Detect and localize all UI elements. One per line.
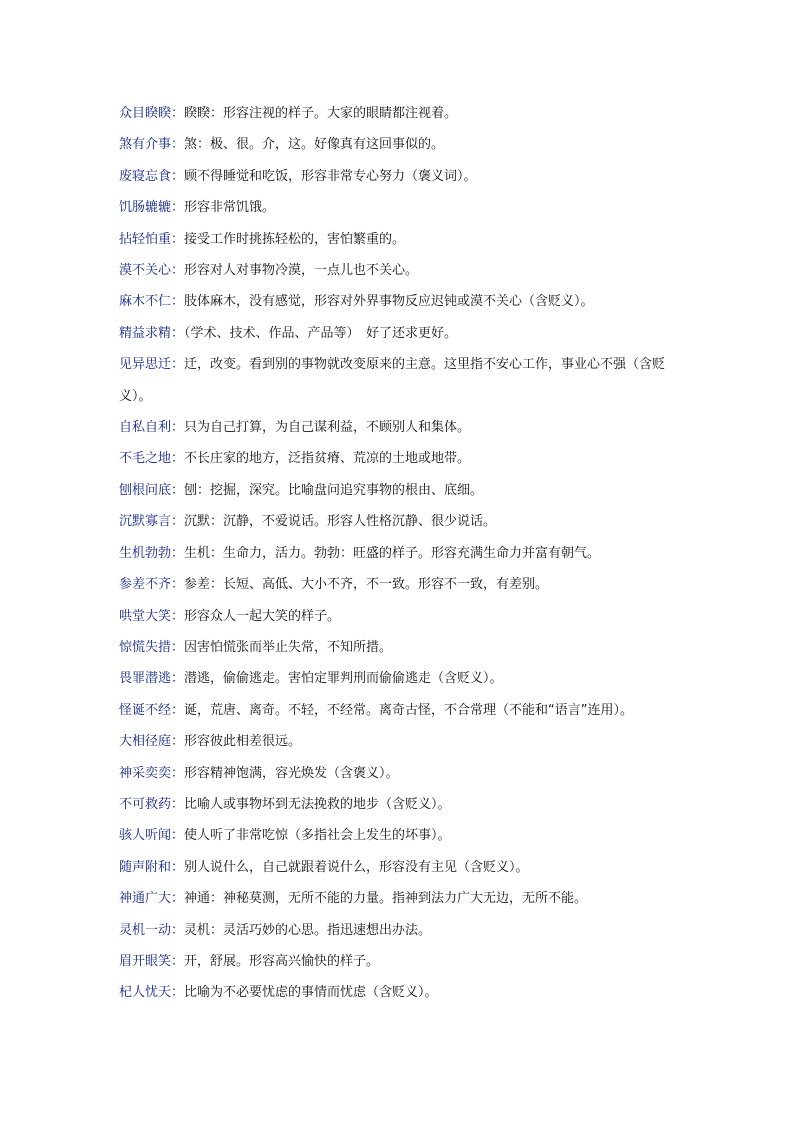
idiom-separator: ： <box>171 106 185 121</box>
idiom-entry <box>119 569 684 600</box>
idiom-list <box>119 98 684 1009</box>
idiom-definition: （学术、技术、作品、产品等） 好了还求更好。 <box>184 325 458 341</box>
idiom-definition: 比喻为不必要忧虑的事情而忧虑（含贬义）。 <box>184 985 438 1001</box>
idiom-definition: 生机：生命力，活力。勃勃：旺盛的样子。形容充满生命力并富有朝气。 <box>184 545 601 561</box>
idiom-separator: ： <box>171 514 185 530</box>
idiom-separator: ： <box>171 545 185 561</box>
idiom-entry <box>119 98 684 129</box>
idiom-term: 灵机一动 <box>119 922 172 938</box>
idiom-term: 杞人忧天 <box>119 985 172 1001</box>
idiom-definition: 诞，荒唐、离奇。不轻，不经常。离奇古怪，不合常理（不能和“语言”连用）。 <box>184 702 634 718</box>
idiom-entry <box>119 663 684 694</box>
idiom-entry <box>119 601 684 632</box>
idiom-definition: 形容精神饱满，容光焕发（含褒义）。 <box>184 765 399 781</box>
idiom-entry <box>119 443 684 474</box>
idiom-entry <box>119 820 684 851</box>
idiom-separator: ： <box>171 577 185 593</box>
idiom-entry <box>119 475 684 506</box>
idiom-definition: 只为自己打算，为自己谋利益，不顾别人和集体。 <box>184 420 471 436</box>
idiom-term: 沉默寡言 <box>119 514 172 530</box>
idiom-separator: ： <box>171 922 185 938</box>
idiom-definition: 因害怕慌张而举止失常，不知所措。 <box>184 639 393 655</box>
idiom-term: 眉开眼笑 <box>119 953 172 969</box>
idiom-definition: 别人说什么，自己就跟着说什么，形容没有主见（含贬义）。 <box>184 859 529 875</box>
idiom-entry <box>119 129 684 160</box>
idiom-term: 参差不齐 <box>119 577 172 593</box>
idiom-entry <box>119 192 684 223</box>
idiom-separator: ： <box>171 639 185 655</box>
idiom-term: 大相径庭 <box>119 734 172 750</box>
idiom-entry <box>119 977 684 1008</box>
idiom-entry <box>119 789 684 820</box>
idiom-separator: ： <box>171 953 185 969</box>
idiom-separator: ： <box>171 765 185 781</box>
idiom-term: 众目睽睽 <box>119 106 172 121</box>
idiom-definition: 灵机：灵活巧妙的心思。指迅速想出办法。 <box>184 922 432 938</box>
idiom-separator: ： <box>171 325 185 341</box>
idiom-definition: 睽睽：形容注视的样子。大家的眼睛都注视着。 <box>184 106 458 121</box>
idiom-term: 哄堂大笑 <box>119 608 172 624</box>
idiom-separator: ： <box>171 891 185 907</box>
idiom-term: 废寝忘食 <box>119 168 172 184</box>
idiom-separator: ： <box>171 482 185 498</box>
idiom-term: 不毛之地 <box>119 451 172 467</box>
idiom-separator: ： <box>171 859 185 875</box>
idiom-term: 神采奕奕 <box>119 765 172 781</box>
idiom-separator: ： <box>171 294 185 310</box>
idiom-term: 饥肠辘辘 <box>119 200 172 216</box>
idiom-separator: ： <box>171 451 185 467</box>
idiom-definition: 神通：神秘莫测，无所不能的力量。指神到法力广大无边，无所不能。 <box>184 891 588 907</box>
idiom-entry <box>119 915 684 946</box>
idiom-term: 畏罪潜逃 <box>119 671 172 687</box>
idiom-entry <box>119 758 684 789</box>
idiom-term: 精益求精 <box>119 325 172 341</box>
idiom-definition: 接受工作时挑拣轻松的，害怕繁重的。 <box>184 231 406 247</box>
idiom-definition: 迁，改变。看到别的事物就改变原来的主意。这里指不安心工作，事业心不强（含贬义）。 <box>119 357 666 404</box>
idiom-separator: ： <box>171 828 185 844</box>
idiom-separator: ： <box>171 137 185 153</box>
idiom-definition: 潜逃，偷偷逃走。害怕定罪判刑而偷偷逃走（含贬义）。 <box>184 671 503 687</box>
idiom-definition: 形容彼此相差很远。 <box>184 734 302 750</box>
idiom-entry <box>119 318 684 349</box>
idiom-definition: 沉默：沉静，不爱说话。形容人性格沉静、很少说话。 <box>184 514 497 530</box>
idiom-definition: 刨：挖掘，深究。比喻盘问追究事物的根由、底细。 <box>184 482 484 498</box>
idiom-entry <box>119 946 684 977</box>
idiom-term: 不可救药 <box>119 796 172 812</box>
idiom-entry <box>119 632 684 663</box>
idiom-definition: 形容对人对事物冷漠，一点儿也不关心。 <box>184 263 419 279</box>
idiom-entry <box>119 506 684 537</box>
idiom-term: 拈轻怕重 <box>119 231 172 247</box>
idiom-definition: 顾不得睡觉和吃饭，形容非常专心努力（褒义词）。 <box>184 168 477 184</box>
idiom-definition: 形容非常饥饿。 <box>184 200 276 216</box>
idiom-term: 惊慌失措 <box>119 639 172 655</box>
idiom-term: 怪诞不经 <box>119 702 172 718</box>
idiom-separator: ： <box>171 671 185 687</box>
idiom-entry <box>119 538 684 569</box>
idiom-term: 随声附和 <box>119 859 172 875</box>
idiom-definition: 参差：长短、高低、大小不齐，不一致。形容不一致，有差别。 <box>184 577 549 593</box>
idiom-entry <box>119 349 684 412</box>
idiom-separator: ： <box>171 168 185 184</box>
idiom-term: 煞有介事 <box>119 137 172 153</box>
idiom-separator: ： <box>171 263 185 279</box>
idiom-entry <box>119 412 684 443</box>
idiom-definition: 不长庄家的地方，泛指贫瘠、荒凉的土地或地带。 <box>184 451 471 467</box>
idiom-entry <box>119 726 684 757</box>
idiom-separator: ： <box>171 420 185 436</box>
idiom-term: 神通广大 <box>119 891 172 907</box>
idiom-term: 刨根问底 <box>119 482 172 498</box>
idiom-definition: 煞：极、很。介，这。好像真有这回事似的。 <box>184 137 445 153</box>
idiom-entry <box>119 883 684 914</box>
idiom-entry <box>119 255 684 286</box>
idiom-term: 见异思迁 <box>119 357 172 373</box>
idiom-definition: 肢体麻木，没有感觉，形容对外界事物反应迟钝或漠不关心（含贬义）。 <box>184 294 594 310</box>
idiom-separator: ： <box>171 231 185 247</box>
idiom-term: 生机勃勃 <box>119 545 172 561</box>
idiom-entry <box>119 224 684 255</box>
idiom-entry <box>119 852 684 883</box>
idiom-term: 漠不关心 <box>119 263 172 279</box>
idiom-term: 自私自利 <box>119 420 172 436</box>
idiom-entry <box>119 161 684 192</box>
idiom-separator: ： <box>171 985 185 1001</box>
idiom-term: 骇人听闻 <box>119 828 172 844</box>
idiom-separator: ： <box>171 608 185 624</box>
idiom-definition: 比喻人或事物坏到无法挽救的地步（含贬义）。 <box>184 796 451 812</box>
idiom-definition: 开，舒展。形容高兴愉快的样子。 <box>184 953 380 969</box>
idiom-separator: ： <box>171 200 185 216</box>
idiom-separator: ： <box>171 357 185 373</box>
idiom-entry <box>119 695 684 726</box>
idiom-separator: ： <box>171 702 185 718</box>
idiom-definition: 使人听了非常吃惊（多指社会上发生的坏事）。 <box>184 828 451 844</box>
idiom-entry <box>119 286 684 317</box>
idiom-separator: ： <box>171 734 185 750</box>
idiom-separator: ： <box>171 796 185 812</box>
idiom-term: 麻木不仁 <box>119 294 172 310</box>
idiom-definition: 形容众人一起大笑的样子。 <box>184 608 341 624</box>
